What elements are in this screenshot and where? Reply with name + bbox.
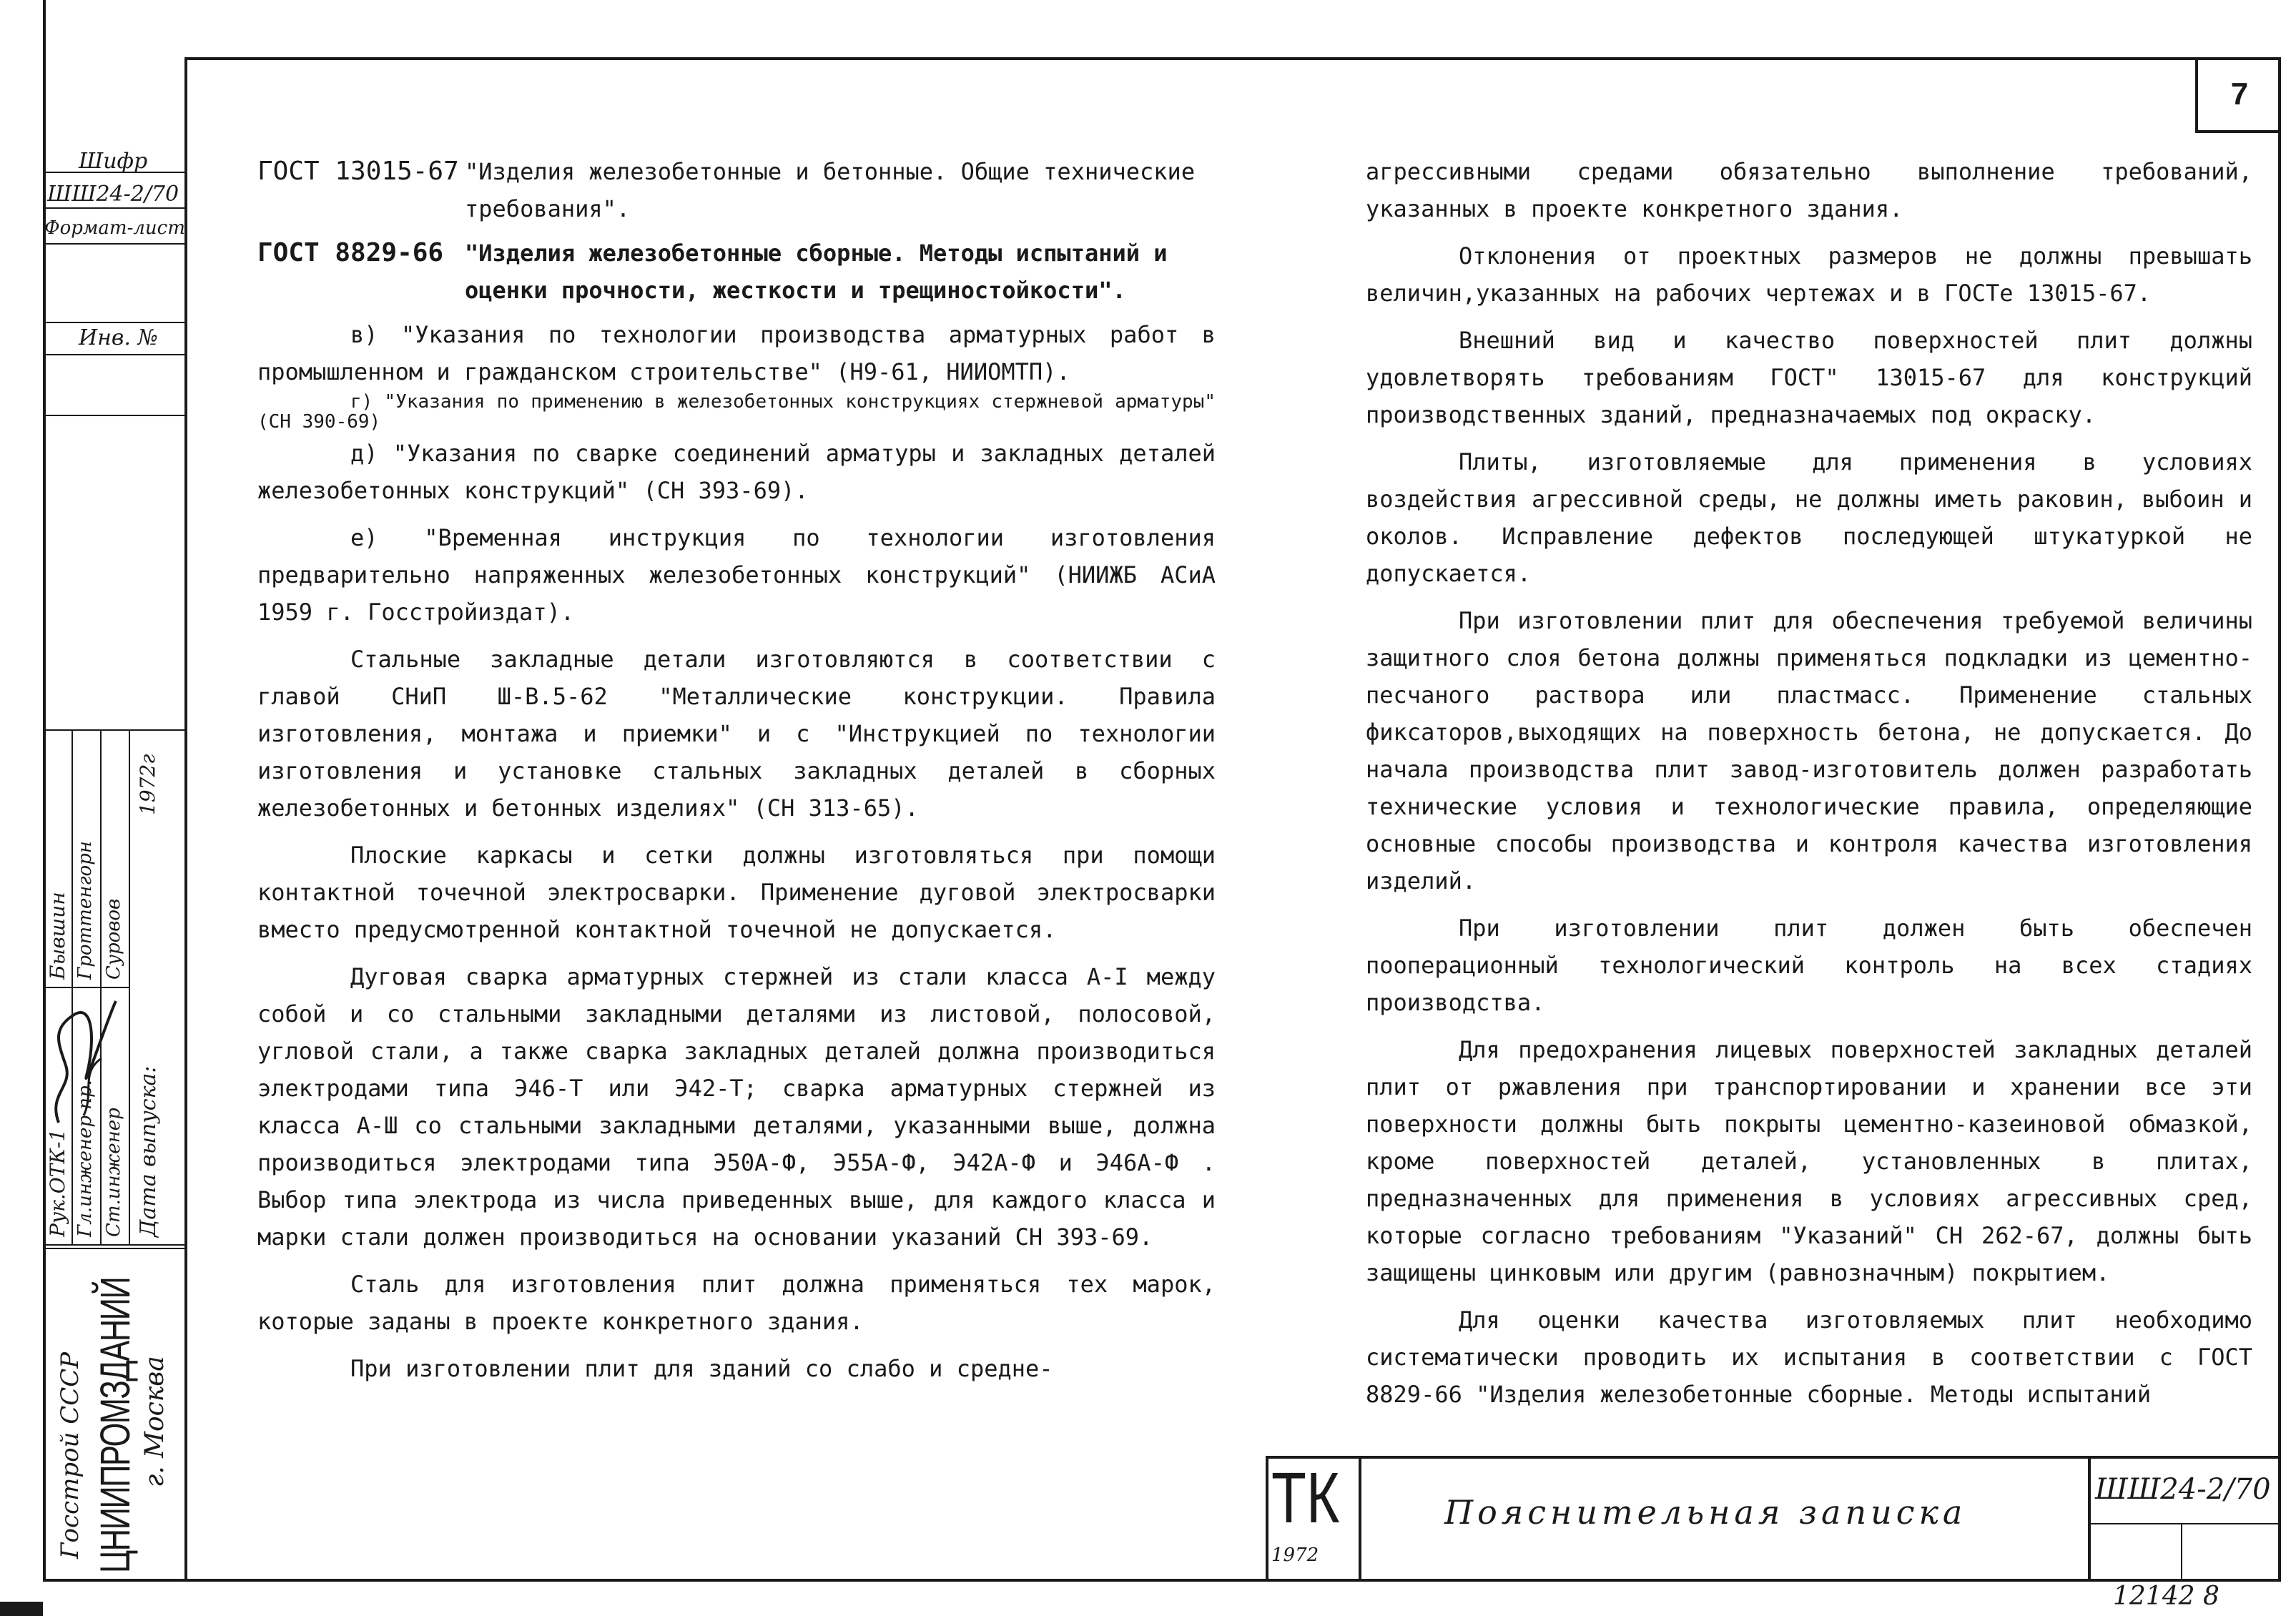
paragraph-defects: Плиты, изготовляемые для применения в условиях воздействия агрессивной среды, не должны иметь раковин, выбоин и околов. Исправление дефектов последующей штукатуркой не допускается. (1366, 448, 2252, 587)
paragraph-aggressive: агрессивными средами обязательно выполнение требований, указанных в проекте конкретного здания. (1366, 158, 2252, 222)
signature-scribble (44, 987, 130, 1130)
paragraph-d: д) "Указания по сварке соединений арматуры и закладных деталей железобетонных конструкций" (СН 393-69). (257, 440, 1216, 504)
series-mark: ТК (1271, 1458, 1340, 1538)
sig-name-3: Суровов (103, 898, 124, 980)
paragraph-continued: При изготовлении плит для зданий со слабо и средне- (350, 1355, 1053, 1382)
right-text-column (1366, 153, 2252, 1423)
sig-year: 1972г (136, 754, 159, 815)
frame-right-line (2278, 57, 2281, 1580)
title-block-series-divider (1359, 1456, 1361, 1580)
gost-code: ГОСТ 8829-66 (257, 238, 444, 267)
corner-mark (0, 1602, 43, 1616)
paragraph-e: е) "Временная инструкция по технологии изготовления предварительно напряженных железобетонных конструкций" (НИИЖБ АСиА 1959 г. Госстройиздат). (257, 524, 1216, 626)
shifr-value: ШШ24-2/70 (47, 182, 179, 207)
sig-grid-top (43, 729, 184, 731)
gost-desc: "Изделия железобетонные и бетонные. Общие технические требования". (465, 158, 1196, 222)
sig-role-2: Гл.инженер пр. (74, 1080, 96, 1237)
sig-date-label: Дата выпуска: (136, 1065, 161, 1237)
format-label: Формат-лист (44, 217, 185, 239)
frame-inner-left (184, 57, 187, 1580)
document-title: Пояснительная записка (1444, 1493, 1967, 1532)
series-year: 1972 (1271, 1544, 1319, 1566)
paragraph-rust-protection: Для предохранения лицевых поверхностей закладных деталей плит от ржавления при транспортировании и хранении все эти поверхности должны быть покрыты цементно-казеиновой обмазкой, кроме поверхностей деталей, установленных в плитах, предназначенных для применения в условиях агрессивных сред, которые согласно требованиям "Указаний" СН 262-67, должны быть защищены цинковым или другим (равнозначным) покрытием. (1366, 1036, 2252, 1286)
sig-role-1: Рук.ОТК-1 (46, 1128, 69, 1237)
stamp-line-6 (43, 415, 184, 416)
paragraph-testing: Для оценки качества изготовляемых плит необходимо систематически проводить их испытания в соответствии с ГОСТ 8829-66 "Изделия железобетонные сборные. Методы испытаний (1366, 1306, 2252, 1408)
paragraph-tolerances: Отклонения от проектных размеров не должны превышать величин,указанных на рабочих чертежах и в ГОСТе 13015-67. (1366, 242, 2252, 307)
paragraph-cover-layer: При изготовлении плит для обеспечения требуемой величины защитного слоя бетона должны применяться подкладки из цементно-песчаного раствора или пластмасс. Применение стальных фиксаторов,выходящих на поверхность бетона, не допускается. До начала производства плит завод-изготовитель должен разработать технические условия и технологические правила, определяющие основные способы производства и контроля качества изготовления изделий. (1366, 607, 2252, 895)
title-block-left (1266, 1456, 1268, 1580)
paragraph-g: г) "Указания по применению в железобетонных конструкциях стержневой арматуры" (СН 390-69) (257, 391, 1216, 433)
title-block-code-divider (2088, 1456, 2091, 1580)
shifr-label: Шифр (79, 149, 148, 174)
stamp-line-4 (43, 322, 184, 323)
sig-name-2: Гроттенгорн (74, 841, 96, 980)
title-block-code-underline (2088, 1523, 2281, 1524)
stamp-line-3 (43, 243, 184, 245)
sig-role-3: Ст.инженер (103, 1108, 124, 1237)
inv-label: Инв. № (79, 325, 158, 350)
stamp-line-5 (43, 354, 184, 355)
title-block-top (1266, 1456, 2281, 1459)
paragraph-arc-welding: Дуговая сварка арматурных стержней из стали класса А-I между собой и со стальными закладными деталями из листовой, полосовой, угловой стали, а также сварка закладных деталей должна производиться электродами типа Э46-Т или Э42-Т; сварка арматурных стержней из класса А-Ш со стальными закладными деталями, указанными выше, должна производиться электродами типа Э50А-Ф, Э55А-Ф, Э42А-Ф и Э46А-Ф . Выбор типа электрода из числа приведенных выше, для каждого класса и марки стали должен производиться на основании указаний СН 393-69. (257, 963, 1216, 1251)
org-city: г. Москва (140, 1356, 169, 1487)
paragraph-embedded-parts: Стальные закладные детали изготовляются в соответствии с главой СНиП Ш-В.5-62 "Металлические конструкции. Правила изготовления, монтажа и приемки" и с "Инструкцией по технологии изготовления и установке стальных закладных деталей в сборных железобетонных и бетонных изделиях" (СН 313-65). (257, 646, 1216, 822)
sig-grid-bottom (43, 1244, 184, 1246)
paragraph-welding-spot: Плоские каркасы и сетки должны изготовляться при помощи контактной точечной электросварки. Применение дуговой электросварки вместо предусмотренной контактной точечной не допускается. (257, 842, 1216, 943)
paragraph-appearance: Внешний вид и качество поверхностей плит должны удовлетворять требованиям ГОСТ" 13015-67 для конструкций производственных зданий, предназначаемых под окраску. (1366, 327, 2252, 428)
paragraph-steel-grades: Сталь для изготовления плит должна применяться тех марок, которые заданы в проекте конкретного здания. (257, 1271, 1216, 1335)
org-main: ЦНИИПРОМЗДАНИЙ (92, 1277, 139, 1573)
page-number: 7 (2230, 77, 2249, 112)
left-text-column (257, 153, 1216, 1397)
sig-name-1: Бывшин (46, 892, 69, 980)
frame-top-line (186, 57, 2281, 60)
gost-13015-entry (257, 153, 1216, 227)
document-code: ШШ24-2/70 (2095, 1473, 2271, 1506)
org-block-top (43, 1248, 184, 1249)
gost-8829-entry (257, 235, 1216, 309)
sheet-number: 12142 8 (2113, 1582, 2219, 1611)
gost-code: ГОСТ 13015-67 (257, 157, 459, 186)
title-block-code-split (2181, 1523, 2182, 1580)
stamp-line-2 (43, 207, 184, 209)
org-top: Госстрой СССР (56, 1351, 84, 1559)
paragraph-v: в) "Указания по технологии производства арматурных работ в промышленном и гражданском строительстве" (Н9-61, НИИОМТП). (257, 321, 1216, 385)
gost-desc: "Изделия железобетонные сборные. Методы испытаний и оценки прочности, жесткости и трещиностойкости". (465, 240, 1168, 304)
page-number-box (2195, 59, 2281, 133)
paragraph-quality-control: При изготовлении плит должен быть обеспечен пооперационный технологический контроль на всех стадиях производства. (1366, 915, 2252, 1016)
frame-bottom-line (43, 1579, 2281, 1582)
